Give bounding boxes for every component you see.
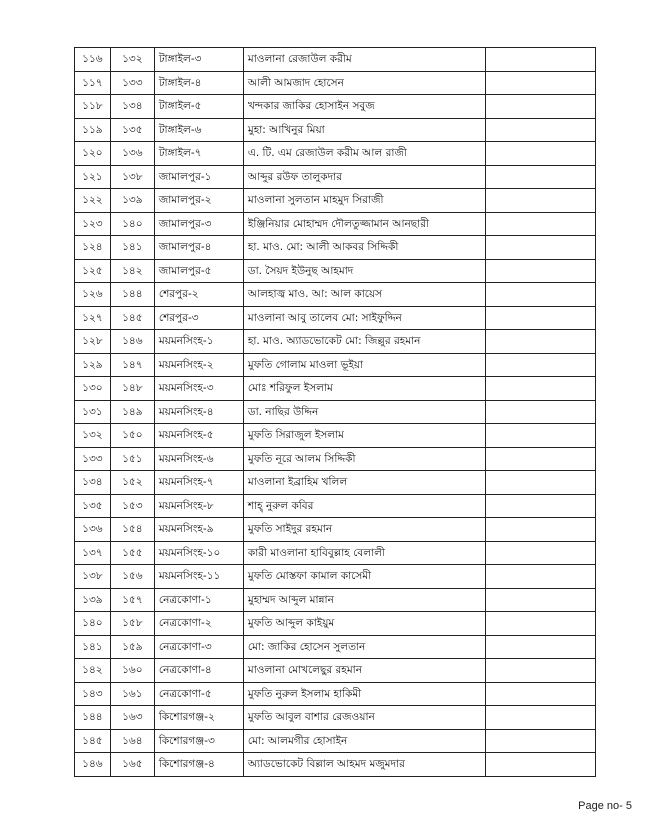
empty-cell [486,165,596,189]
candidate-name-cell: মুফতি মোস্তফা কামাল কাসেমী [243,565,486,589]
serial-number-cell: ১১৬ [75,48,111,72]
table-row [75,706,596,730]
empty-cell [486,353,596,377]
seat-number-cell: ১৩৩ [110,71,154,95]
seat-number-cell: ১৫৯ [110,635,154,659]
empty-cell [486,588,596,612]
constituency-cell: ময়মনসিংহ-৫ [154,424,243,448]
table-row [75,189,596,213]
constituency-cell: ময়মনসিংহ-২ [154,353,243,377]
serial-number-cell: ১৩৭ [75,541,111,565]
serial-number-cell: ১২৮ [75,330,111,354]
table-row [75,682,596,706]
constituency-cell: টাঙ্গাইল-৬ [154,118,243,142]
empty-cell [486,71,596,95]
candidate-name-cell: হা. মাও. মো: আলী আকবর সিদ্দিকী [243,236,486,260]
candidate-name-cell: আলহাজ্ব মাও. আ: আল কায়েস [243,283,486,307]
table-row [75,447,596,471]
empty-cell [486,565,596,589]
constituency-cell: ময়মনসিংহ-৮ [154,494,243,518]
serial-number-cell: ১২৬ [75,283,111,307]
serial-number-cell: ১১৯ [75,118,111,142]
serial-number-cell: ১৩২ [75,424,111,448]
table-row [75,612,596,636]
serial-number-cell: ১৩৯ [75,588,111,612]
candidate-name-cell: মাওলানা মোখলেছুর রহমান [243,659,486,683]
seat-number-cell: ১৫০ [110,424,154,448]
candidate-name-cell: মাওলানা আবু তালেব মো: সাইফুদ্দিন [243,306,486,330]
table-row [75,729,596,753]
table-row [75,212,596,236]
constituency-cell: জামালপুর-৩ [154,212,243,236]
seat-number-cell: ১৩৬ [110,142,154,166]
constituency-cell: নেত্রকোণা-৪ [154,659,243,683]
candidate-name-cell: মুহা: আখিনুর মিয়া [243,118,486,142]
table-row [75,48,596,72]
candidate-name-cell: আব্দুর রউফ তালুকদার [243,165,486,189]
serial-number-cell: ১৪৫ [75,729,111,753]
candidate-name-cell: মাওলানা সুলতান মাহমুদ সিরাজী [243,189,486,213]
empty-cell [486,682,596,706]
table-row [75,424,596,448]
serial-number-cell: ১১৭ [75,71,111,95]
seat-number-cell: ১৩৫ [110,118,154,142]
empty-cell [486,212,596,236]
seat-number-cell: ১৪০ [110,212,154,236]
constituency-cell: ময়মনসিংহ-১ [154,330,243,354]
table-row [75,353,596,377]
constituency-cell: ময়মনসিংহ-৯ [154,518,243,542]
constituency-cell: কিশোরগঞ্জ-২ [154,706,243,730]
empty-cell [486,330,596,354]
empty-cell [486,95,596,119]
empty-cell [486,729,596,753]
serial-number-cell: ১৪২ [75,659,111,683]
table-row [75,588,596,612]
serial-number-cell: ১২৪ [75,236,111,260]
candidate-name-cell: কারী মাওলানা হাবিবুল্লাহ বেলালী [243,541,486,565]
constituency-cell: জামালপুর-৫ [154,259,243,283]
constituency-cell: শেরপুর-৩ [154,306,243,330]
table-row [75,659,596,683]
candidate-name-cell: ইঞ্জিনিয়ার মোহাম্মদ দৌলতুজ্জামান আনছারী [243,212,486,236]
candidate-name-cell: মুফতি সিরাজুল ইসলাম [243,424,486,448]
table-row [75,400,596,424]
constituency-cell: টাঙ্গাইল-৪ [154,71,243,95]
candidate-name-cell: মুফতি নুরুল ইসলাম হাকিমী [243,682,486,706]
constituency-cell: টাঙ্গাইল-৩ [154,48,243,72]
seat-number-cell: ১৪৫ [110,306,154,330]
table-row [75,518,596,542]
seat-number-cell: ১৪৮ [110,377,154,401]
constituency-cell: ময়মনসিংহ-৭ [154,471,243,495]
seat-number-cell: ১৫৭ [110,588,154,612]
candidate-name-cell: মো: আলমগীর হোসাইন [243,729,486,753]
serial-number-cell: ১২০ [75,142,111,166]
seat-number-cell: ১৬০ [110,659,154,683]
constituency-cell: ময়মনসিংহ-১০ [154,541,243,565]
seat-number-cell: ১৫৬ [110,565,154,589]
serial-number-cell: ১২২ [75,189,111,213]
candidate-name-cell: মুফতি সাইদুর রহমান [243,518,486,542]
seat-number-cell: ১৩২ [110,48,154,72]
seat-number-cell: ১৫৮ [110,612,154,636]
candidate-name-cell: হা. মাও. অ্যাডভোকেট মো: জিল্লুর রহমান [243,330,486,354]
candidate-name-cell: মাওলানা ইব্রাহিম খলিল [243,471,486,495]
candidate-name-cell: মুফতি আব্দুল কাইয়ুম [243,612,486,636]
seat-number-cell: ১৫৩ [110,494,154,518]
seat-number-cell: ১৪১ [110,236,154,260]
serial-number-cell: ১৪৩ [75,682,111,706]
table-row [75,95,596,119]
constituency-cell: জামালপুর-১ [154,165,243,189]
table-row [75,283,596,307]
constituency-cell: টাঙ্গাইল-৫ [154,95,243,119]
serial-number-cell: ১২৯ [75,353,111,377]
candidate-name-cell: মুফতি নূরে আলম সিদ্দিকী [243,447,486,471]
table-row [75,165,596,189]
serial-number-cell: ১৩৩ [75,447,111,471]
candidate-name-cell: মাওলানা রেজাউল করীম [243,48,486,72]
serial-number-cell: ১৪১ [75,635,111,659]
serial-number-cell: ১৩০ [75,377,111,401]
seat-number-cell: ১৪২ [110,259,154,283]
empty-cell [486,48,596,72]
constituency-cell: কিশোরগঞ্জ-৩ [154,729,243,753]
serial-number-cell: ১৩৮ [75,565,111,589]
serial-number-cell: ১৪৬ [75,753,111,777]
seat-number-cell: ১৩৪ [110,95,154,119]
empty-cell [486,377,596,401]
empty-cell [486,659,596,683]
seat-number-cell: ১৬৩ [110,706,154,730]
table-row [75,142,596,166]
seat-number-cell: ১৫৪ [110,518,154,542]
serial-number-cell: ১২৫ [75,259,111,283]
serial-number-cell: ১১৮ [75,95,111,119]
table-row [75,494,596,518]
seat-number-cell: ১৪৪ [110,283,154,307]
constituency-cell: ময়মনসিংহ-৬ [154,447,243,471]
empty-cell [486,612,596,636]
candidate-name-cell: খন্দকার জাকির হোসাইন সবুজ [243,95,486,119]
serial-number-cell: ১২৭ [75,306,111,330]
empty-cell [486,541,596,565]
constituency-cell: জামালপুর-২ [154,189,243,213]
empty-cell [486,400,596,424]
empty-cell [486,494,596,518]
candidate-name-cell: শাহ্ নুরুল কবির [243,494,486,518]
table-row [75,71,596,95]
seat-number-cell: ১৪৬ [110,330,154,354]
empty-cell [486,236,596,260]
table-row [75,330,596,354]
seat-number-cell: ১৪৭ [110,353,154,377]
empty-cell [486,259,596,283]
serial-number-cell: ১৩৬ [75,518,111,542]
seat-number-cell: ১৩৯ [110,189,154,213]
serial-number-cell: ১৪৪ [75,706,111,730]
constituency-cell: জামালপুর-৪ [154,236,243,260]
empty-cell [486,283,596,307]
table-row [75,753,596,777]
candidate-name-cell: মুফতি গোলাম মাওলা ভূইয়া [243,353,486,377]
empty-cell [486,471,596,495]
empty-cell [486,635,596,659]
table-row [75,118,596,142]
candidate-name-cell: এ. টি. এম রেজাউল করীম আল রাজী [243,142,486,166]
candidate-name-cell: মোঃ শরিফুল ইসলাম [243,377,486,401]
serial-number-cell: ১৩৪ [75,471,111,495]
constituency-cell: ময়মনসিংহ-১১ [154,565,243,589]
candidate-name-cell: মুফতি আবুল বাশার রেজওয়ান [243,706,486,730]
constituency-cell: শেরপুর-২ [154,283,243,307]
empty-cell [486,424,596,448]
table-row [75,236,596,260]
empty-cell [486,306,596,330]
seat-number-cell: ১৫১ [110,447,154,471]
table-row [75,471,596,495]
seat-number-cell: ১৫৫ [110,541,154,565]
empty-cell [486,753,596,777]
serial-number-cell: ১৩৫ [75,494,111,518]
constituency-cell: টাঙ্গাইল-৭ [154,142,243,166]
seat-number-cell: ১৫২ [110,471,154,495]
constituency-cell: নেত্রকোণা-৫ [154,682,243,706]
seat-number-cell: ১৬১ [110,682,154,706]
seat-number-cell: ১৩৮ [110,165,154,189]
candidate-name-cell: ডা. সৈয়দ ইউনুছ আহমাদ [243,259,486,283]
serial-number-cell: ১২১ [75,165,111,189]
empty-cell [486,189,596,213]
constituency-cell: ময়মনসিংহ-৪ [154,400,243,424]
seat-number-cell: ১৪৯ [110,400,154,424]
candidate-name-cell: আলী আমজাদ হোসেন [243,71,486,95]
table-row [75,377,596,401]
candidate-name-cell: মুহাম্মদ আব্দুল মান্নান [243,588,486,612]
constituency-cell: নেত্রকোণা-৩ [154,635,243,659]
page-number: Page no- 5 [578,800,632,812]
empty-cell [486,706,596,730]
serial-number-cell: ১৪০ [75,612,111,636]
table-row [75,306,596,330]
empty-cell [486,447,596,471]
candidate-name-cell: মো: জাকির হোসেন সুলতান [243,635,486,659]
serial-number-cell: ১২৩ [75,212,111,236]
candidate-name-cell: অ্যাডভোকেট বিল্লাল আহমদ মজুমদার [243,753,486,777]
constituency-cell: ময়মনসিংহ-৩ [154,377,243,401]
seat-number-cell: ১৬৫ [110,753,154,777]
table-row [75,635,596,659]
constituency-cell: নেত্রকোণা-১ [154,588,243,612]
seat-number-cell: ১৬৪ [110,729,154,753]
empty-cell [486,142,596,166]
table-row [75,541,596,565]
constituency-cell: কিশোরগঞ্জ-৪ [154,753,243,777]
candidate-table-body [75,48,596,777]
constituency-cell: নেত্রকোণা-২ [154,612,243,636]
empty-cell [486,118,596,142]
candidate-name-cell: ডা. নাছির উদ্দিন [243,400,486,424]
empty-cell [486,518,596,542]
table-row [75,259,596,283]
serial-number-cell: ১৩১ [75,400,111,424]
candidate-table [74,47,596,777]
table-row [75,565,596,589]
